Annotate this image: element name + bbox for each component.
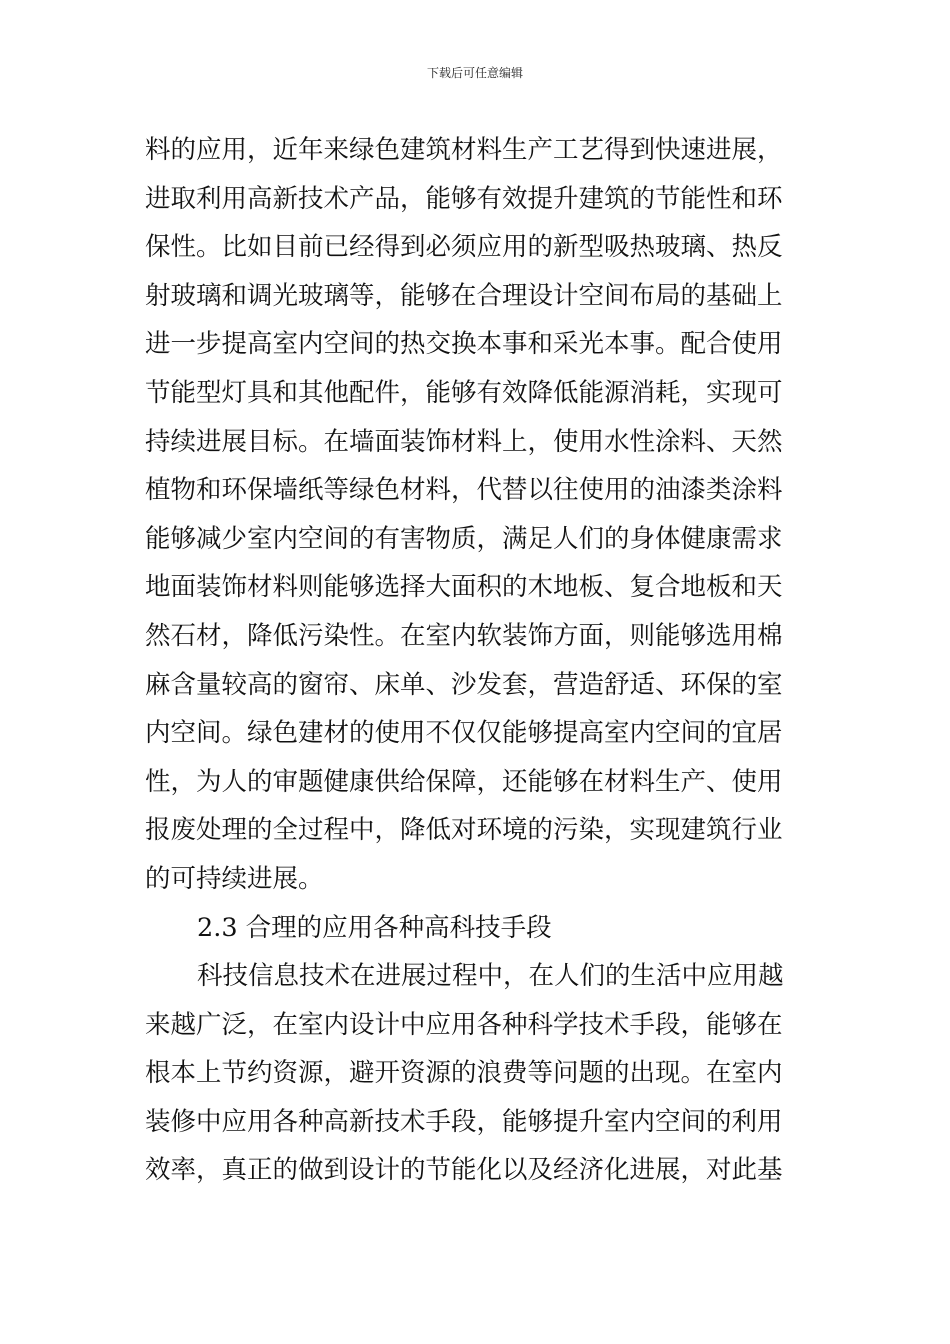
- text-line: 效率，真正的做到设计的节能化以及经济化进展，对此基: [145, 1155, 783, 1186]
- text-line: 麻含量较高的窗帘、床单、沙发套，营造舒适、环保的室: [145, 669, 783, 700]
- text-line: 的可持续进展。: [145, 863, 324, 894]
- section-heading: 2.3 合理的应用各种高科技手段: [197, 912, 552, 943]
- document-body: [145, 126, 810, 1195]
- text-line: 能够减少室内空间的有害物质，满足人们的身体健康需求: [145, 523, 783, 554]
- text-line: 保性。比如目前已经得到必须应用的新型吸热玻璃、热反: [145, 232, 783, 263]
- text-line: 进一步提高室内空间的热交换本事和采光本事。配合使用: [145, 329, 783, 360]
- text-line: 报废处理的全过程中，降低对环境的污染，实现建筑行业: [145, 815, 783, 846]
- text-line: 进取利用高新技术产品，能够有效提升建筑的节能性和环: [145, 183, 783, 214]
- text-line: 地面装饰材料则能够选择大面积的木地板、复合地板和天: [145, 572, 783, 603]
- text-line: 节能型灯具和其他配件，能够有效降低能源消耗，实现可: [145, 377, 783, 408]
- text-line: 装修中应用各种高新技术手段，能够提升室内空间的利用: [145, 1106, 783, 1137]
- paragraph-high-tech: [145, 952, 810, 1195]
- text-line: 内空间。绿色建材的使用不仅仅能够提高室内空间的宜居: [145, 718, 783, 749]
- text-line: 料的应用，近年来绿色建筑材料生产工艺得到快速进展，: [145, 135, 783, 165]
- page-header: 下载后可任意编辑: [426, 66, 523, 80]
- text-line: 性，为人的审题健康供给保障，还能够在材料生产、使用: [145, 766, 783, 797]
- paragraph-green-materials: [145, 126, 810, 904]
- text-line: 来越广泛，在室内设计中应用各种科学技术手段，能够在: [145, 1009, 783, 1040]
- text-line: 科技信息技术在进展过程中，在人们的生活中应用越: [197, 961, 784, 992]
- text-line: 持续进展目标。在墙面装饰材料上，使用水性涂料、天然: [145, 426, 783, 457]
- text-line: 射玻璃和调光玻璃等，能够在合理设计空间布局的基础上: [145, 280, 783, 311]
- text-line: 根本上节约资源，避开资源的浪费等问题的出现。在室内: [145, 1058, 783, 1089]
- text-line: 植物和环保墙纸等绿色材料，代替以往使用的油漆类涂料: [145, 475, 783, 506]
- text-line: 然石材，降低污染性。在室内软装饰方面，则能够选用棉: [145, 620, 783, 651]
